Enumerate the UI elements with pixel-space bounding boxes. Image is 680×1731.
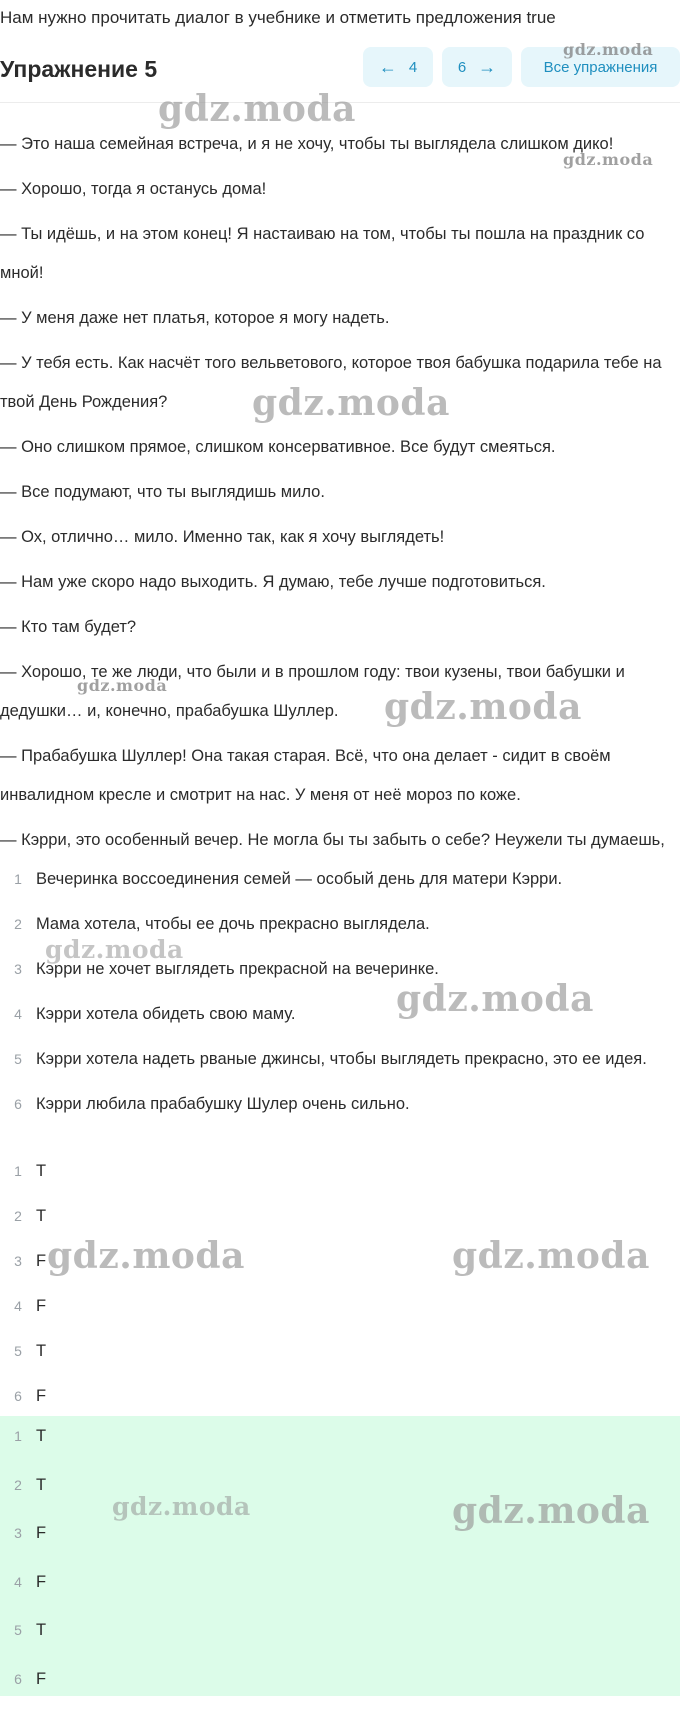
answer-number: 3 [14, 1253, 22, 1269]
statement-number: 3 [14, 961, 22, 977]
answer-item [0, 1568, 680, 1596]
dialogue-line: — Оно слишком прямое, слишком консервативное. Все будут смеяться. [0, 438, 556, 456]
arrow-right-icon: → [478, 56, 497, 77]
answer-item [0, 1471, 680, 1499]
page-title: Упражнение 5 [0, 56, 158, 82]
next-exercise-button[interactable] [442, 47, 512, 87]
task-description: Нам нужно прочитать диалог в учебнике и отметить предложения true [0, 8, 556, 27]
statement-item [0, 860, 680, 898]
answer-number: 1 [14, 1163, 22, 1179]
dialogue-line: — Это наша семейная встреча, и я не хочу, чтобы ты выглядела слишком дико! [0, 135, 614, 153]
answer-value: T [36, 1162, 47, 1180]
dialogue-line: — Ох, отлично… мило. Именно так, как я хочу выглядеть! [0, 528, 445, 546]
answer-number: 4 [14, 1298, 22, 1314]
answer-number: 6 [14, 1670, 22, 1687]
statement-text: Кэрри хотела обидеть свою маму. [36, 1005, 296, 1023]
watermark: gdz.moda [112, 1492, 251, 1521]
watermark: gdz.moda [77, 676, 168, 695]
watermark: gdz.moda [252, 382, 450, 424]
statement-number: 1 [14, 871, 22, 887]
answer-value: T [36, 1475, 47, 1494]
answer-value: T [36, 1427, 47, 1445]
watermark: gdz.moda [452, 1490, 650, 1532]
dialogue-line: — У тебя есть. Как насчёт того вельветового, которое твоя бабушка подарила тебе на твой День Рождения? [0, 354, 662, 411]
statement-text: Кэрри любила прабабушку Шулер очень сильно. [36, 1095, 410, 1113]
watermark: gdz.moda [45, 935, 184, 964]
statement-item [0, 950, 680, 988]
dialogue-line: — Хорошо, те же люди, что были и в прошлом году: твои кузены, твои бабушки и дедушки… и, конечно, прабабушка Шуллер. [0, 663, 625, 720]
answer-number: 2 [14, 1208, 22, 1224]
dialogue-line: — Нам уже скоро надо выходить. Я думаю, тебе лучше подготовиться. [0, 573, 546, 591]
answer-value: F [36, 1252, 47, 1270]
statement-text: Вечеринка воссоединения семей — особый день для матери Кэрри. [36, 870, 563, 888]
prev-exercise-label: 4 [408, 58, 418, 76]
dialogue-line: — Хорошо, тогда я останусь дома! [0, 180, 267, 198]
answer-value: T [36, 1207, 47, 1225]
statement-item [0, 1085, 680, 1123]
exercise-header [0, 44, 680, 96]
statement-text: Кэрри не хочет выглядеть прекрасной на вечеринке. [36, 960, 439, 978]
watermark: gdz.moda [47, 1235, 245, 1277]
answers-list [0, 1157, 680, 1427]
answer-item [0, 1665, 680, 1693]
next-exercise-label: 6 [457, 58, 467, 76]
statement-item [0, 905, 680, 943]
dialogue-line: — У меня даже нет платья, которое я могу надеть. [0, 309, 390, 327]
dialogue-line: — Прабабушка Шуллер! Она такая старая. Всё, что она делает - сидит в своём инвалидном кресле и смотрит на нас. У меня от неё мороз по коже. [0, 747, 611, 804]
statement-item [0, 995, 680, 1033]
answer-item [0, 1157, 680, 1185]
answer-value: T [36, 1342, 47, 1360]
answer-item [0, 1422, 680, 1450]
prev-exercise-button[interactable] [363, 47, 433, 87]
dialogue-line: — Кэрри, это особенный вечер. Не могла бы ты забыть о себе? Неужели ты думаешь, [0, 831, 665, 849]
answer-number: 1 [14, 1428, 22, 1444]
watermark: gdz.moda [563, 150, 654, 169]
answer-item [0, 1202, 680, 1230]
statement-text: Мама хотела, чтобы ее дочь прекрасно выглядела. [36, 915, 430, 933]
statements-list [0, 860, 680, 1130]
watermark: gdz.moda [563, 40, 654, 59]
watermark: gdz.moda [158, 88, 356, 130]
dialogue-line: — Ты идёшь, и на этом конец! Я настаиваю на том, чтобы ты пошла на праздник со мной! [0, 225, 645, 282]
watermark: gdz.moda [396, 978, 594, 1020]
arrow-left-icon: ← [378, 56, 397, 77]
statement-item [0, 1040, 680, 1078]
statement-number: 4 [14, 1006, 22, 1022]
answer-number: 3 [14, 1525, 22, 1541]
answer-value: T [36, 1621, 47, 1639]
answer-number: 5 [14, 1622, 22, 1638]
answer-number: 4 [14, 1573, 22, 1590]
answer-value: F [36, 1572, 47, 1591]
answer-value: F [36, 1669, 47, 1688]
answer-item [0, 1247, 680, 1275]
answer-item [0, 1337, 680, 1365]
all-exercises-button[interactable]: Все упражнения [521, 47, 680, 87]
highlighted-answers-list [0, 1422, 680, 1713]
statement-number: 5 [14, 1051, 22, 1067]
statement-number: 6 [14, 1096, 22, 1112]
answer-item [0, 1292, 680, 1320]
answer-value: F [36, 1387, 47, 1405]
dialogue-line: — Кто там будет? [0, 618, 137, 636]
answer-item [0, 1382, 680, 1410]
dialogue-text [0, 125, 680, 857]
watermark: gdz.moda [452, 1235, 650, 1277]
answer-item [0, 1616, 680, 1644]
answer-value: F [36, 1524, 47, 1542]
header-divider [0, 102, 680, 103]
statement-number: 2 [14, 916, 22, 932]
watermark: gdz.moda [384, 686, 582, 728]
statement-text: Кэрри хотела надеть рваные джинсы, чтобы выглядеть прекрасно, это ее идея. [36, 1050, 647, 1068]
dialogue-line: — Все подумают, что ты выглядишь мило. [0, 483, 325, 501]
answer-number: 6 [14, 1388, 22, 1404]
answer-item [0, 1519, 680, 1547]
answer-number: 2 [14, 1476, 22, 1493]
answer-value: F [36, 1297, 47, 1315]
answer-number: 5 [14, 1343, 22, 1359]
